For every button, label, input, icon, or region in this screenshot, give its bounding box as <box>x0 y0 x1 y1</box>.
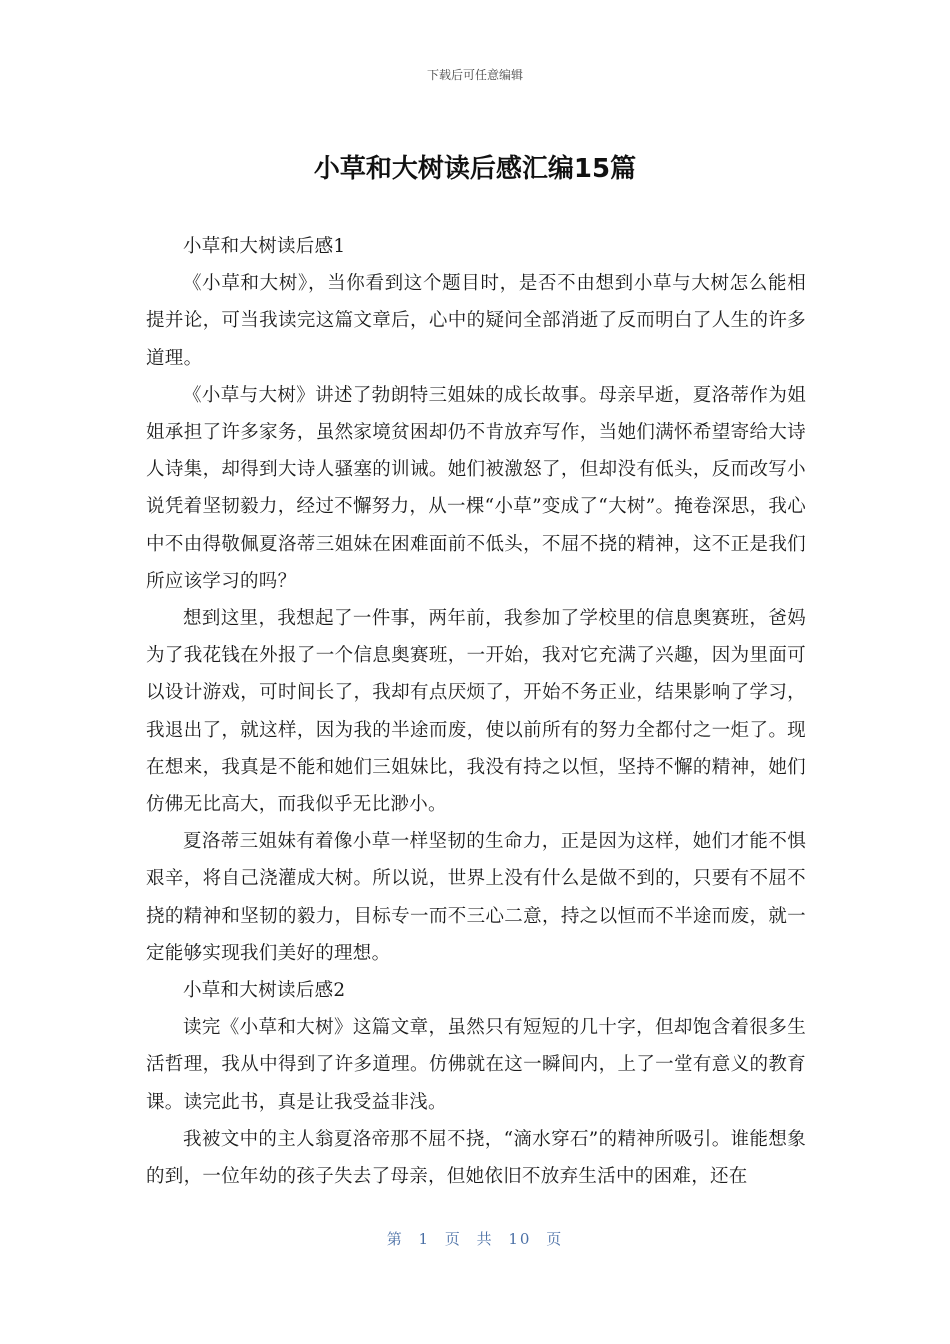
paragraph: 夏洛蒂三姐妹有着像小草一样坚韧的生命力，正是因为这样，她们才能不惧艰辛，将自己浇灌成大树。所以说，世界上没有什么是做不到的，只要有不屈不挠的精神和坚韧的毅力，目标专一而不三心二意，持之以恒而不半途而废，就一定能够实现我们美好的理想。 <box>146 831 806 964</box>
page-footer: 第 1 页 共 10 页 <box>386 1230 564 1248</box>
header-note: 下载后可任意编辑 <box>426 68 523 82</box>
paragraph: 我被文中的主人翁夏洛帝那不屈不挠，“滴水穿石”的精神所吸引。谁能想象的到，一位年幼的孩子失去了母亲，但她依旧不放弃生活中的困难，还在 <box>146 1128 806 1188</box>
section-heading: 小草和大树读后感2 <box>183 980 346 1002</box>
paragraph: 想到这里，我想起了一件事，两年前，我参加了学校里的信息奥赛班，爸妈为了我花钱在外报了一个信息奥赛班，一开始，我对它充满了兴趣，因为里面可以设计游戏，可时间长了，我却有点厌烦了，开始不务正业，结果影响了学习，我退出了，就这样，因为我的半途而废，使以前所有的努力全都付之一炬了。现在想来，我真是不能和她们三姐妹比，我没有持之以恒，坚持不懈的精神，她们仿佛无比高大，而我似乎无比渺小。 <box>146 608 806 816</box>
paragraph: 《小草和大树》，当你看到这个题目时，是否不由想到小草与大树怎么能相提并论，可当我读完这篇文章后，心中的疑问全部消逝了反而明白了人生的许多道理。 <box>146 273 806 369</box>
paragraph: 《小草与大树》讲述了勃朗特三姐妹的成长故事。母亲早逝，夏洛蒂作为姐姐承担了许多家务，虽然家境贫困却仍不肯放弃写作，当她们满怀希望寄给大诗人诗集，却得到大诗人骚塞的训诫。她们被激怒了，但却没有低头，反而改写小说凭着坚韧毅力，经过不懈努力，从一棵“小草”变成了“大树”。掩卷深思，我心中不由得敬佩夏洛蒂三姐妹在困难面前不低头，不屈不挠的精神，这不正是我们所应该学习的吗？ <box>146 384 806 592</box>
document-title: 小草和大树读后感汇编15篇 <box>313 154 637 184</box>
paragraph: 读完《小草和大树》这篇文章，虽然只有短短的几十字，但却饱含着很多生活哲理，我从中得到了许多道理。仿佛就在这一瞬间内，上了一堂有意义的教育课。读完此书，真是让我受益非浅。 <box>146 1017 806 1113</box>
document-body <box>146 228 806 1195</box>
section-heading: 小草和大树读后感1 <box>183 236 346 257</box>
